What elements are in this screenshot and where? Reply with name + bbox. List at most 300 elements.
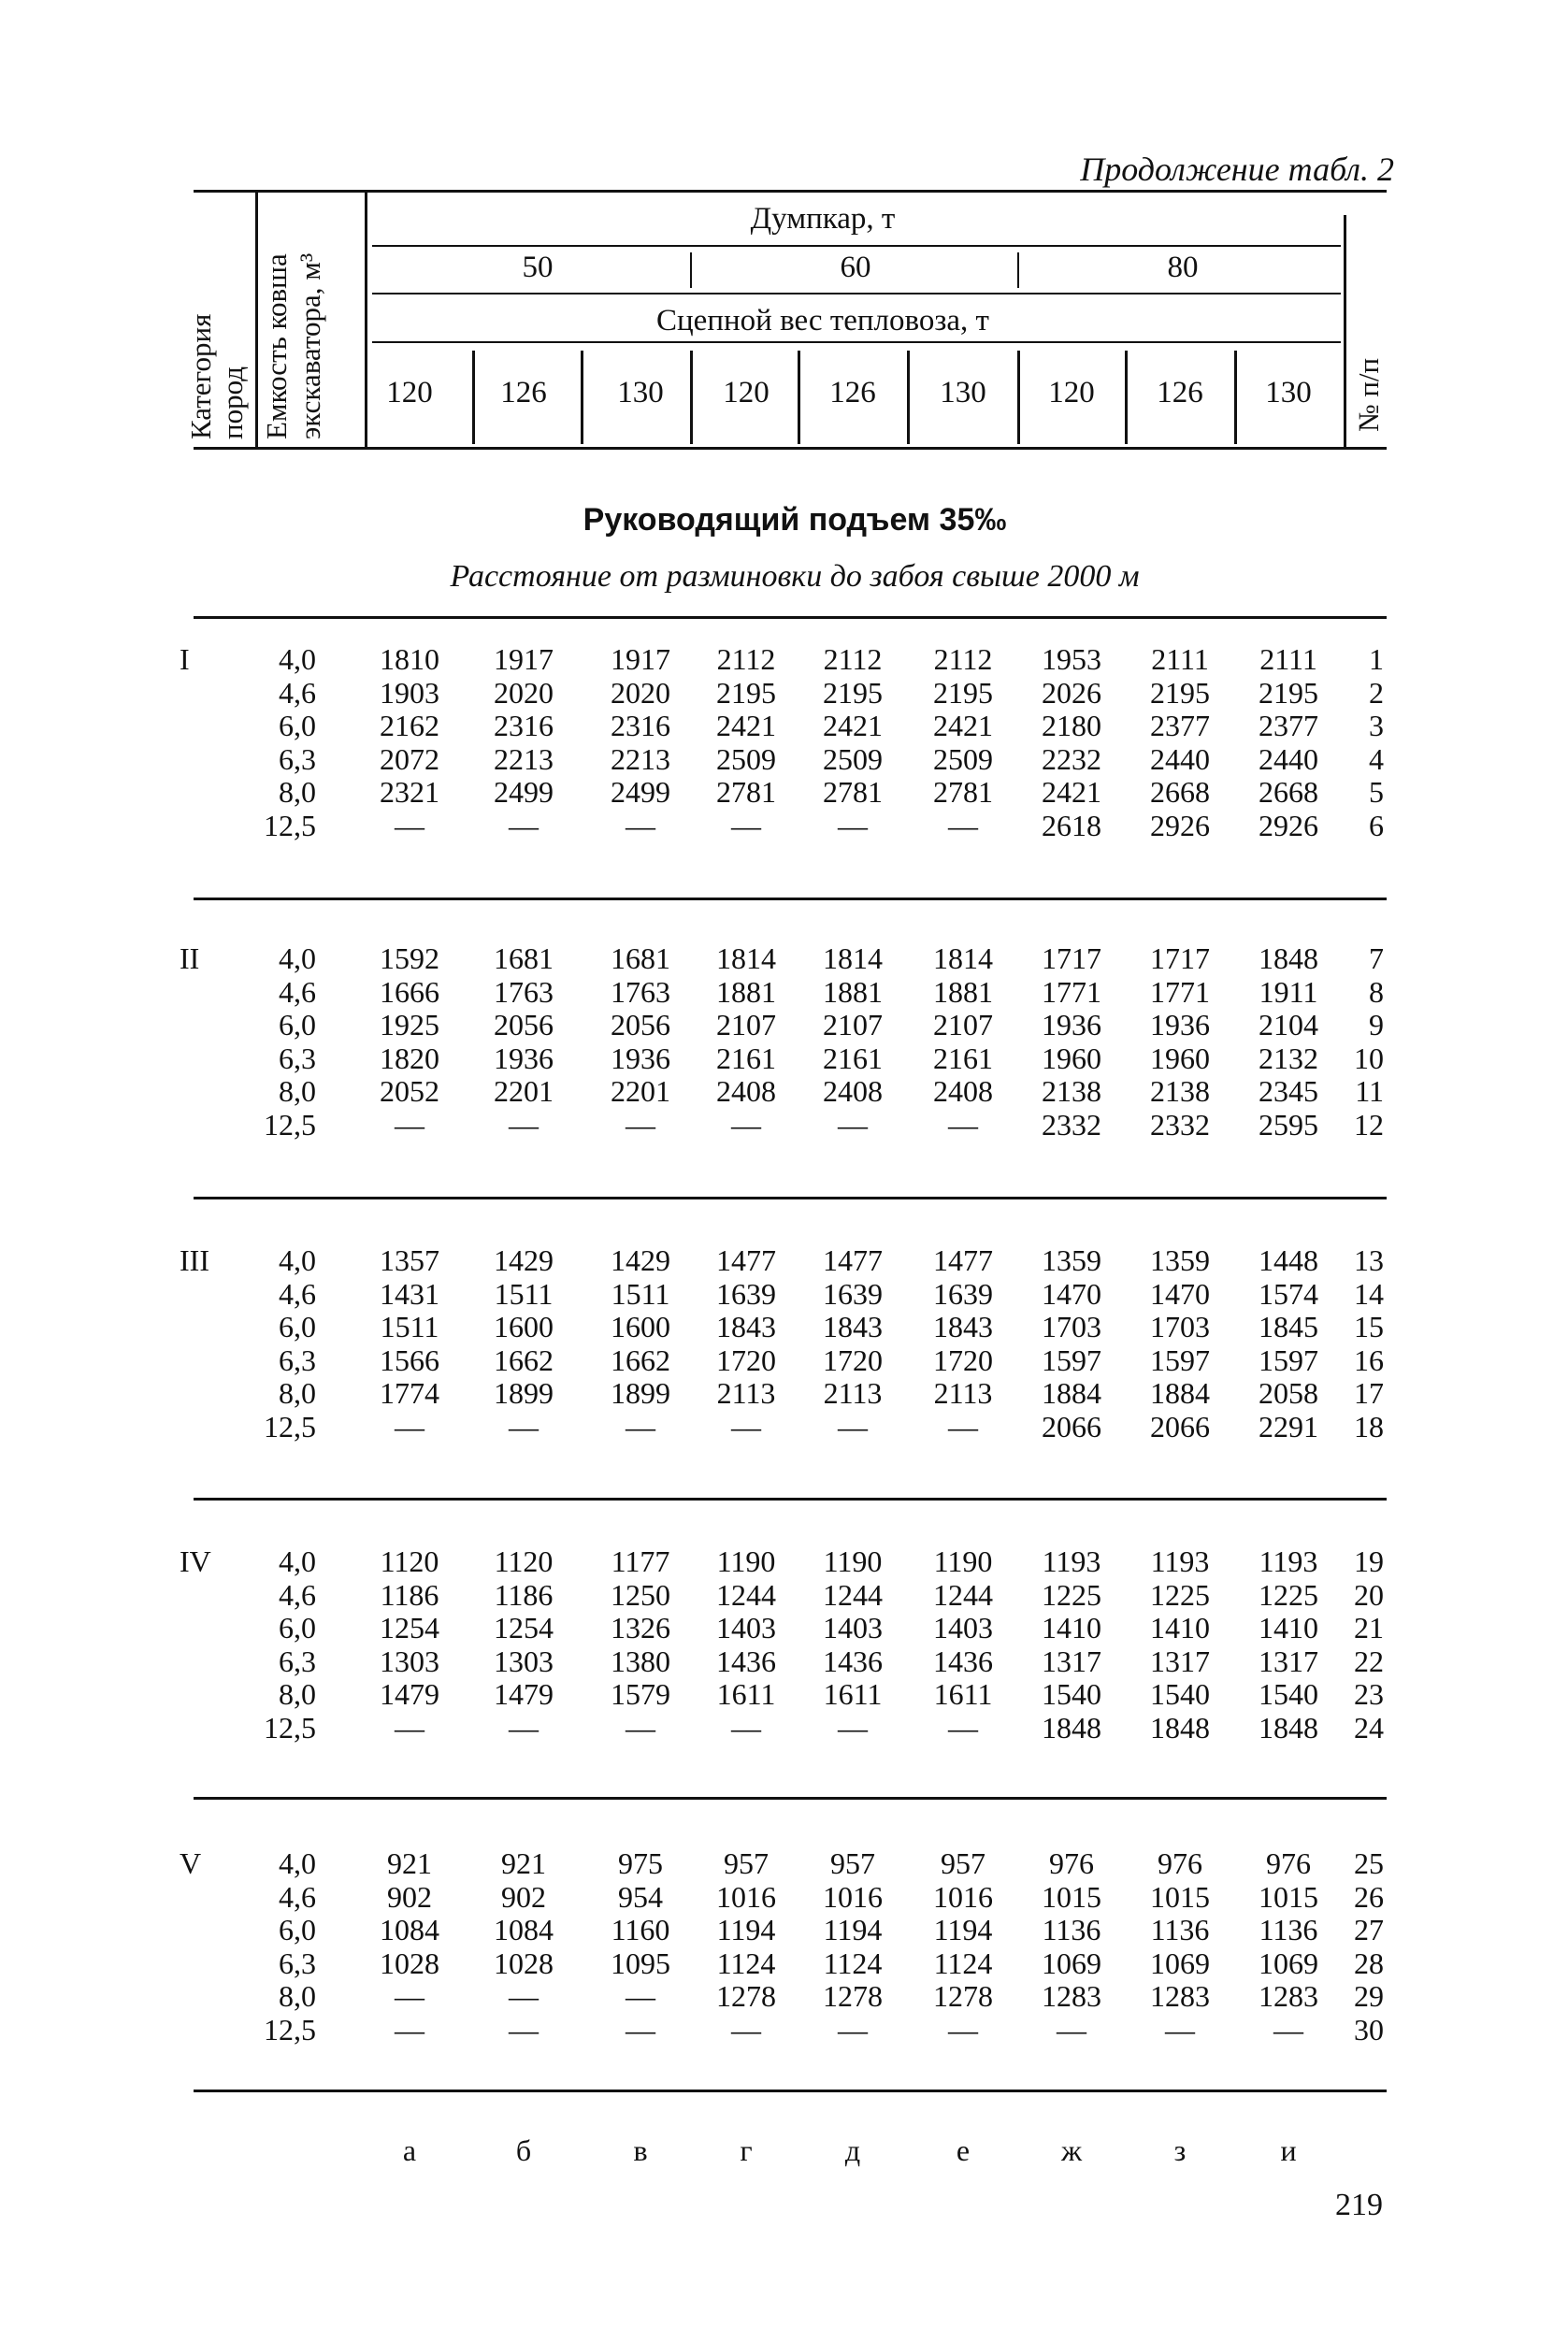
value-cell: 1194 bbox=[823, 1913, 883, 1946]
loco-weight-5: 126 bbox=[829, 376, 876, 409]
value-cell: 2926 bbox=[1259, 808, 1318, 842]
value-cell: 2111 bbox=[1151, 642, 1209, 676]
value-cell: 1600 bbox=[611, 1310, 670, 1343]
row-number-cell: 16 bbox=[1354, 1343, 1384, 1377]
row-number-cell: 25 bbox=[1354, 1846, 1384, 1880]
value-cell: 1136 bbox=[1042, 1913, 1101, 1946]
value-cell: 1936 bbox=[1042, 1008, 1101, 1041]
value-cell: — bbox=[395, 1979, 424, 2013]
value-cell: 1225 bbox=[1150, 1577, 1210, 1612]
capacity-cell: 4,6 bbox=[279, 1276, 316, 1311]
table-bottom-rule bbox=[194, 2090, 1387, 2092]
value-cell: 1848 bbox=[1150, 1710, 1210, 1745]
value-cell: 1845 bbox=[1259, 1310, 1318, 1343]
row-number-cell: 4 bbox=[1369, 741, 1384, 776]
value-cell: — bbox=[731, 2012, 761, 2047]
value-cell: 1028 bbox=[380, 1946, 439, 1980]
value-cell: — bbox=[626, 1107, 655, 1142]
value-cell: 2232 bbox=[1042, 741, 1101, 776]
value-cell: 1194 bbox=[716, 1913, 776, 1946]
value-cell: — bbox=[948, 1107, 978, 1142]
capacity-cell: 6,0 bbox=[279, 1611, 316, 1644]
value-cell: 1283 bbox=[1150, 1979, 1210, 2013]
value-cell: 1254 bbox=[380, 1611, 439, 1644]
value-cell: 1186 bbox=[380, 1577, 439, 1612]
value-cell: 2213 bbox=[494, 741, 554, 776]
value-cell: 1511 bbox=[611, 1276, 670, 1311]
loco-divider-4 bbox=[798, 351, 800, 444]
value-cell: 1771 bbox=[1150, 974, 1210, 1009]
row-number-cell: 11 bbox=[1355, 1074, 1384, 1108]
row-number-cell: 30 bbox=[1354, 2012, 1384, 2047]
value-cell: 1477 bbox=[933, 1243, 993, 1277]
value-cell: 1028 bbox=[494, 1946, 554, 1980]
value-cell: 2138 bbox=[1042, 1074, 1101, 1108]
row-number-cell: 24 bbox=[1354, 1710, 1384, 1745]
row-number-cell: 29 bbox=[1354, 1979, 1384, 2013]
value-cell: — bbox=[626, 1710, 655, 1745]
loco-divider-1 bbox=[472, 351, 475, 444]
value-cell: 2161 bbox=[933, 1041, 993, 1075]
row-number-cell: 14 bbox=[1354, 1276, 1384, 1311]
value-cell: 1848 bbox=[1259, 1710, 1318, 1745]
value-cell: 1881 bbox=[933, 974, 993, 1009]
row-number-cell: 18 bbox=[1354, 1409, 1384, 1443]
value-cell: 1540 bbox=[1259, 1677, 1318, 1711]
value-cell: 1703 bbox=[1042, 1310, 1101, 1343]
column-letter: е bbox=[956, 2133, 971, 2167]
row-number-cell: 17 bbox=[1354, 1376, 1384, 1410]
value-cell: 1814 bbox=[823, 941, 883, 975]
category-label: IV bbox=[180, 1544, 211, 1578]
capacity-cell: 12,5 bbox=[264, 1710, 316, 1745]
value-cell: 1410 bbox=[1259, 1611, 1318, 1644]
value-cell: 2668 bbox=[1150, 775, 1210, 809]
column-letter: и bbox=[1280, 2133, 1297, 2167]
column-letter: ж bbox=[1060, 2133, 1083, 2167]
value-cell: 1848 bbox=[1042, 1710, 1101, 1745]
value-cell: — bbox=[948, 1409, 978, 1443]
value-cell: 1681 bbox=[494, 941, 554, 975]
column-letter: д bbox=[844, 2133, 861, 2167]
value-cell: 1244 bbox=[716, 1577, 776, 1612]
value-cell: 2291 bbox=[1259, 1409, 1318, 1443]
group-rule bbox=[194, 1797, 1387, 1800]
value-cell: 1611 bbox=[933, 1677, 993, 1711]
value-cell: 2332 bbox=[1150, 1107, 1210, 1142]
column-letter: б bbox=[515, 2133, 532, 2167]
value-cell: 2056 bbox=[494, 1008, 554, 1041]
value-cell: — bbox=[838, 1107, 868, 1142]
value-cell: 1084 bbox=[380, 1913, 439, 1946]
value-cell: — bbox=[509, 1107, 539, 1142]
loco-divider-5 bbox=[907, 351, 910, 444]
capacity-cell: 12,5 bbox=[264, 1409, 316, 1443]
value-cell: 1597 bbox=[1042, 1343, 1101, 1377]
value-cell: 2161 bbox=[823, 1041, 883, 1075]
value-cell: 2345 bbox=[1259, 1074, 1318, 1108]
capacity-cell: 8,0 bbox=[279, 1074, 316, 1108]
value-cell: 2138 bbox=[1150, 1074, 1210, 1108]
loco-divider-6 bbox=[1017, 351, 1020, 444]
capacity-cell: 8,0 bbox=[279, 775, 316, 809]
value-cell: 2201 bbox=[494, 1074, 554, 1108]
value-cell: 2509 bbox=[823, 741, 883, 776]
value-cell: 1899 bbox=[611, 1376, 670, 1410]
value-cell: 1436 bbox=[933, 1644, 993, 1678]
value-cell: 1639 bbox=[823, 1276, 883, 1311]
value-cell: 1597 bbox=[1150, 1343, 1210, 1377]
value-cell: 1403 bbox=[933, 1611, 993, 1644]
category-label: III bbox=[180, 1243, 209, 1277]
value-cell: 1953 bbox=[1042, 642, 1101, 676]
category-label: II bbox=[180, 941, 200, 975]
value-cell: — bbox=[948, 2012, 978, 2047]
value-cell: 1124 bbox=[933, 1946, 993, 1980]
value-cell: 2321 bbox=[380, 775, 439, 809]
value-cell: — bbox=[509, 1979, 539, 2013]
value-cell: 1477 bbox=[716, 1243, 776, 1277]
value-cell: 2132 bbox=[1259, 1041, 1318, 1075]
value-cell: 2066 bbox=[1150, 1409, 1210, 1443]
value-cell: 1326 bbox=[611, 1611, 670, 1644]
value-cell: 1278 bbox=[823, 1979, 883, 2013]
value-cell: 2668 bbox=[1259, 775, 1318, 809]
value-cell: 1403 bbox=[823, 1611, 883, 1644]
value-cell: — bbox=[509, 1409, 539, 1443]
capacity-cell: 4,0 bbox=[279, 1243, 316, 1277]
loco-weight-8: 126 bbox=[1157, 376, 1203, 409]
value-cell: — bbox=[626, 1409, 655, 1443]
value-cell: 1303 bbox=[380, 1644, 439, 1678]
value-cell: 1244 bbox=[823, 1577, 883, 1612]
row-number-cell: 13 bbox=[1354, 1243, 1384, 1277]
capacity-cell: 4,6 bbox=[279, 974, 316, 1009]
value-cell: 1193 bbox=[1150, 1544, 1210, 1578]
value-cell: 1016 bbox=[716, 1879, 776, 1914]
continuation-label: Продолжение табл. 2 bbox=[1080, 151, 1394, 188]
section-title: Руководящий подъем 35‰ bbox=[583, 502, 1007, 538]
value-cell: 2440 bbox=[1150, 741, 1210, 776]
value-cell: 2421 bbox=[716, 709, 776, 742]
value-cell: 1763 bbox=[611, 974, 670, 1009]
dumpcar-label: Думпкар, т bbox=[750, 202, 896, 236]
value-cell: 2180 bbox=[1042, 709, 1101, 742]
value-cell: 1194 bbox=[933, 1913, 993, 1946]
value-cell: 2066 bbox=[1042, 1409, 1101, 1443]
row-number-cell: 10 bbox=[1354, 1041, 1384, 1075]
value-cell: 957 bbox=[724, 1846, 769, 1880]
value-cell: 1095 bbox=[611, 1946, 670, 1980]
row-number-cell: 9 bbox=[1369, 1008, 1384, 1041]
value-cell: 1380 bbox=[611, 1644, 670, 1678]
value-cell: — bbox=[838, 1710, 868, 1745]
value-cell: 1681 bbox=[611, 941, 670, 975]
value-cell: 2107 bbox=[716, 1008, 776, 1041]
loco-weight-2: 126 bbox=[500, 376, 547, 409]
capacity-cell: 8,0 bbox=[279, 1677, 316, 1711]
value-cell: 1254 bbox=[494, 1611, 554, 1644]
value-cell: 2113 bbox=[933, 1376, 993, 1410]
value-cell: 2113 bbox=[716, 1376, 776, 1410]
value-cell: 1843 bbox=[823, 1310, 883, 1343]
value-cell: 1662 bbox=[611, 1343, 670, 1377]
value-cell: 1884 bbox=[1150, 1376, 1210, 1410]
value-cell: 1244 bbox=[933, 1577, 993, 1612]
capacity-cell: 4,0 bbox=[279, 941, 316, 975]
row-number-cell: 8 bbox=[1369, 974, 1384, 1009]
capacity-cell: 4,6 bbox=[279, 1577, 316, 1612]
value-cell: 1540 bbox=[1150, 1677, 1210, 1711]
value-cell: 2195 bbox=[823, 675, 883, 710]
capacity-cell: 4,0 bbox=[279, 1846, 316, 1880]
value-cell: — bbox=[626, 2012, 655, 2047]
value-cell: 1600 bbox=[494, 1310, 554, 1343]
row-number-cell: 7 bbox=[1369, 941, 1384, 975]
value-cell: 2104 bbox=[1259, 1008, 1318, 1041]
row-number-cell: 15 bbox=[1354, 1310, 1384, 1343]
value-cell: 2026 bbox=[1042, 675, 1101, 710]
value-cell: 1278 bbox=[933, 1979, 993, 2013]
value-cell: 1936 bbox=[611, 1041, 670, 1075]
loco-weight-7: 120 bbox=[1048, 376, 1095, 409]
value-cell: 1160 bbox=[611, 1913, 670, 1946]
value-cell: 1190 bbox=[716, 1544, 776, 1578]
value-cell: 976 bbox=[1266, 1846, 1311, 1880]
dumpcar-size-divider-1 bbox=[690, 252, 692, 288]
loco-weight-6: 130 bbox=[940, 376, 986, 409]
value-cell: 902 bbox=[387, 1879, 432, 1914]
value-cell: 976 bbox=[1049, 1846, 1094, 1880]
value-cell: 1190 bbox=[823, 1544, 883, 1578]
value-cell: 921 bbox=[387, 1846, 432, 1880]
value-cell: 2020 bbox=[611, 675, 670, 710]
value-cell: 2107 bbox=[933, 1008, 993, 1041]
value-cell: 2781 bbox=[823, 775, 883, 809]
value-cell: 1016 bbox=[933, 1879, 993, 1914]
column-letter: а bbox=[402, 2133, 417, 2167]
row-number-cell: 28 bbox=[1354, 1946, 1384, 1980]
value-cell: 975 bbox=[618, 1846, 663, 1880]
category-label: I bbox=[180, 642, 190, 676]
value-cell: — bbox=[395, 1409, 424, 1443]
header-capacity: Емкость ковша экскаватора, м³ bbox=[260, 252, 326, 439]
value-cell: 2499 bbox=[494, 775, 554, 809]
value-cell: 2195 bbox=[716, 675, 776, 710]
value-cell: — bbox=[838, 1409, 868, 1443]
value-cell: 2440 bbox=[1259, 741, 1318, 776]
value-cell: 1820 bbox=[380, 1041, 439, 1075]
capacity-cell: 6,0 bbox=[279, 1913, 316, 1946]
capacity-cell: 8,0 bbox=[279, 1979, 316, 2013]
value-cell: 1899 bbox=[494, 1376, 554, 1410]
value-cell: 1763 bbox=[494, 974, 554, 1009]
value-cell: 1317 bbox=[1150, 1644, 1210, 1678]
row-number-cell: 5 bbox=[1369, 775, 1384, 809]
value-cell: 2056 bbox=[611, 1008, 670, 1041]
value-cell: — bbox=[1057, 2012, 1086, 2047]
value-cell: 2111 bbox=[1259, 642, 1317, 676]
row-number-cell: 22 bbox=[1354, 1644, 1384, 1678]
value-cell: 1436 bbox=[823, 1644, 883, 1678]
value-cell: 2107 bbox=[823, 1008, 883, 1041]
loco-weight-4: 120 bbox=[723, 376, 770, 409]
row-number-cell: 2 bbox=[1369, 675, 1384, 710]
value-cell: 1303 bbox=[494, 1644, 554, 1678]
group-rule bbox=[194, 898, 1387, 900]
value-cell: 1120 bbox=[494, 1544, 554, 1578]
value-cell: 1250 bbox=[611, 1577, 670, 1612]
value-cell: 1717 bbox=[1150, 941, 1210, 975]
value-cell: — bbox=[509, 2012, 539, 2047]
value-cell: 2052 bbox=[380, 1074, 439, 1108]
header-divider-index bbox=[1344, 215, 1346, 447]
value-cell: 2509 bbox=[933, 741, 993, 776]
value-cell: 957 bbox=[941, 1846, 985, 1880]
value-cell: 1403 bbox=[716, 1611, 776, 1644]
header-top-rule bbox=[194, 190, 1387, 193]
row-number-cell: 20 bbox=[1354, 1577, 1384, 1612]
value-cell: 1720 bbox=[823, 1343, 883, 1377]
value-cell: 921 bbox=[501, 1846, 546, 1880]
value-cell: 1720 bbox=[716, 1343, 776, 1377]
value-cell: 2421 bbox=[933, 709, 993, 742]
column-letter: в bbox=[633, 2133, 648, 2167]
loco-weight-1: 120 bbox=[386, 376, 433, 409]
value-cell: 2020 bbox=[494, 675, 554, 710]
value-cell: 1283 bbox=[1259, 1979, 1318, 2013]
value-cell: 2112 bbox=[933, 642, 993, 676]
value-cell: 2421 bbox=[1042, 775, 1101, 809]
value-cell: 902 bbox=[501, 1879, 546, 1914]
value-cell: 1771 bbox=[1042, 974, 1101, 1009]
value-cell: 2926 bbox=[1150, 808, 1210, 842]
value-cell: 2072 bbox=[380, 741, 439, 776]
value-cell: 1016 bbox=[823, 1879, 883, 1914]
loco-divider-3 bbox=[690, 351, 693, 444]
value-cell: 1431 bbox=[380, 1276, 439, 1311]
value-cell: 1225 bbox=[1259, 1577, 1318, 1612]
value-cell: 2112 bbox=[823, 642, 883, 676]
row-number-cell: 27 bbox=[1354, 1913, 1384, 1946]
dumpcar-rule bbox=[372, 245, 1341, 247]
value-cell: 1611 bbox=[823, 1677, 883, 1711]
value-cell: 1429 bbox=[611, 1243, 670, 1277]
value-cell: 1136 bbox=[1259, 1913, 1318, 1946]
value-cell: 1015 bbox=[1042, 1879, 1101, 1914]
value-cell: 1511 bbox=[380, 1310, 439, 1343]
capacity-cell: 6,3 bbox=[279, 1343, 316, 1377]
value-cell: 1592 bbox=[380, 941, 439, 975]
value-cell: — bbox=[626, 1979, 655, 2013]
capacity-cell: 12,5 bbox=[264, 2012, 316, 2047]
capacity-cell: 6,3 bbox=[279, 1946, 316, 1980]
value-cell: 1124 bbox=[823, 1946, 883, 1980]
row-number-cell: 1 bbox=[1369, 642, 1384, 676]
capacity-cell: 6,3 bbox=[279, 1041, 316, 1075]
capacity-cell: 4,0 bbox=[279, 1544, 316, 1578]
capacity-cell: 4,6 bbox=[279, 675, 316, 710]
header-index: № п/п bbox=[1352, 357, 1385, 432]
value-cell: 2499 bbox=[611, 775, 670, 809]
value-cell: 1703 bbox=[1150, 1310, 1210, 1343]
value-cell: 1193 bbox=[1259, 1544, 1318, 1578]
value-cell: 1069 bbox=[1042, 1946, 1101, 1980]
value-cell: 1666 bbox=[380, 974, 439, 1009]
value-cell: 1278 bbox=[716, 1979, 776, 2013]
value-cell: 1574 bbox=[1259, 1276, 1318, 1311]
value-cell: 1359 bbox=[1042, 1243, 1101, 1277]
value-cell: 1960 bbox=[1150, 1041, 1210, 1075]
capacity-cell: 6,0 bbox=[279, 709, 316, 742]
value-cell: 2408 bbox=[823, 1074, 883, 1108]
value-cell: — bbox=[509, 808, 539, 842]
group-rule bbox=[194, 616, 1387, 619]
loco-divider-2 bbox=[581, 351, 583, 444]
capacity-cell: 6,3 bbox=[279, 741, 316, 776]
value-cell: 2332 bbox=[1042, 1107, 1101, 1142]
value-cell: 1069 bbox=[1259, 1946, 1318, 1980]
value-cell: — bbox=[395, 1107, 424, 1142]
section-subtitle: Расстояние от разминовки до забоя свыше 2000 м bbox=[450, 559, 1140, 594]
value-cell: 1611 bbox=[716, 1677, 776, 1711]
value-cell: — bbox=[948, 1710, 978, 1745]
value-cell: 2112 bbox=[716, 642, 776, 676]
value-cell: 1317 bbox=[1042, 1644, 1101, 1678]
value-cell: 1814 bbox=[716, 941, 776, 975]
value-cell: 2408 bbox=[716, 1074, 776, 1108]
row-number-cell: 12 bbox=[1354, 1107, 1384, 1142]
capacity-cell: 12,5 bbox=[264, 1107, 316, 1142]
value-cell: — bbox=[395, 808, 424, 842]
value-cell: 1960 bbox=[1042, 1041, 1101, 1075]
capacity-cell: 6,0 bbox=[279, 1008, 316, 1041]
value-cell: 1884 bbox=[1042, 1376, 1101, 1410]
value-cell: 1925 bbox=[380, 1008, 439, 1041]
page-number: 219 bbox=[1335, 2188, 1383, 2222]
value-cell: 1936 bbox=[1150, 1008, 1210, 1041]
value-cell: 1436 bbox=[716, 1644, 776, 1678]
value-cell: 1177 bbox=[611, 1544, 670, 1578]
column-letter: г bbox=[740, 2133, 753, 2167]
value-cell: 2213 bbox=[611, 741, 670, 776]
value-cell: 1597 bbox=[1259, 1343, 1318, 1377]
value-cell: 2316 bbox=[611, 709, 670, 742]
value-cell: 2195 bbox=[1259, 675, 1318, 710]
value-cell: 2201 bbox=[611, 1074, 670, 1108]
value-cell: 1120 bbox=[380, 1544, 439, 1578]
value-cell: — bbox=[626, 808, 655, 842]
value-cell: — bbox=[395, 2012, 424, 2047]
value-cell: 2421 bbox=[823, 709, 883, 742]
row-number-cell: 3 bbox=[1369, 709, 1384, 742]
value-cell: 1359 bbox=[1150, 1243, 1210, 1277]
dumpcar-size-rule bbox=[372, 293, 1341, 294]
value-cell: 2195 bbox=[1150, 675, 1210, 710]
value-cell: — bbox=[731, 1107, 761, 1142]
value-cell: 1881 bbox=[716, 974, 776, 1009]
loco-divider-7 bbox=[1125, 351, 1128, 444]
value-cell: 1410 bbox=[1042, 1611, 1101, 1644]
value-cell: 1566 bbox=[380, 1343, 439, 1377]
value-cell: 2408 bbox=[933, 1074, 993, 1108]
value-cell: 2161 bbox=[716, 1041, 776, 1075]
value-cell: 1015 bbox=[1259, 1879, 1318, 1914]
value-cell: 2781 bbox=[716, 775, 776, 809]
value-cell: — bbox=[1273, 2012, 1303, 2047]
value-cell: 1639 bbox=[716, 1276, 776, 1311]
dumpcar-size-60: 60 bbox=[840, 251, 871, 284]
